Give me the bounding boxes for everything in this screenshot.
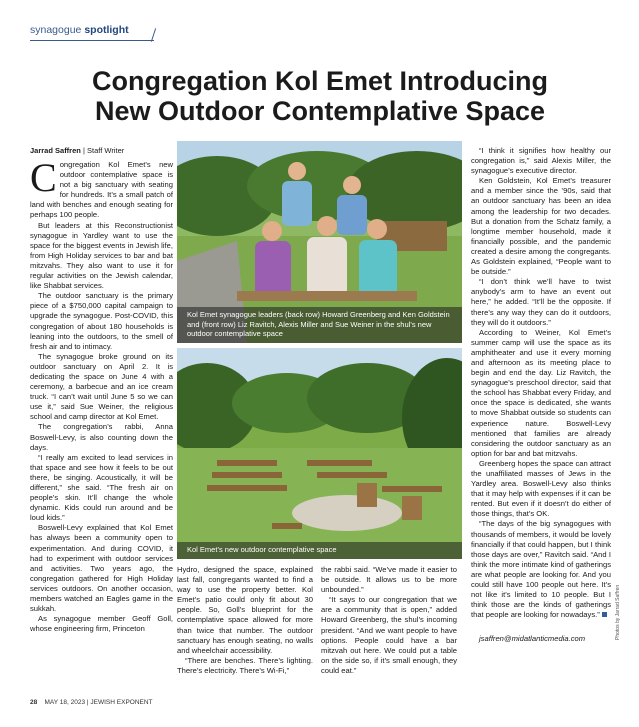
paragraph: “I don’t think we’ll have to twist anybody’s arm to have an event out here,” he added. “It’ll be the opposite. If there’s any way they can do it outdoors, they will do it outdoors.” xyxy=(471,277,611,327)
paragraph: “It says to our congregation that we are a community that is open,” added Howard Greenberg, the shul’s incoming president. “And we want people to have options. People could have a bar mitzvah out here. We could put a table on the side so, if it’s small enough, they could eat.” xyxy=(321,595,457,675)
footer-separator: | xyxy=(86,699,89,706)
article-column-1 xyxy=(30,155,173,634)
drop-cap: C xyxy=(30,155,57,200)
paragraph: Boswell-Levy explained that Kol Emet has always been a community open to experimentation. And during COVID, it had to experiment with outdoor services and activities. Two years ago, the congregation gathered for High Holiday services outdoors. On another occasion, members watched an Eagles game in the sukkah. xyxy=(30,523,173,614)
outdoor-space-photo xyxy=(177,348,462,559)
article-column-3 xyxy=(321,565,457,676)
paragraph: the rabbi said. “We’ve made it easier to be outside. It allows us to be more unbounded.” xyxy=(321,565,457,595)
issue-date: MAY 18, 2023 xyxy=(44,699,86,706)
section-bold: spotlight xyxy=(84,24,129,36)
article-column-2 xyxy=(177,565,313,676)
outdoor-space-photo-caption: Kol Emet’s new outdoor contemplative space xyxy=(177,542,462,559)
page-number: 28 xyxy=(30,699,38,706)
paragraph: Ken Goldstein, Kol Emet’s treasurer and a member since the ’90s, said that an outdoor sanctuary has been an idea among the leadership for two decades. But a donation from the Schatz family, a longtime member household, made it financially possible, and the pandemic created a desire among the congregants. As Goldstein explained, “People want to be outside.” xyxy=(471,176,611,277)
headline-line-1: Congregation Kol Emet Introducing xyxy=(92,66,548,96)
end-mark-icon xyxy=(602,612,607,617)
paragraph: “I think it signifies how healthy our congregation is,” said Alexis Miller, the synagogue’s executive director. xyxy=(471,146,611,176)
paragraph: According to Weiner, Kol Emet’s summer camp will use the space as its amphitheater and use it every morning and afternoon as its meeting place to begin and end the day. Liz Ravitch, the synagogue’s preschool director, said that the school has Shabbat every Friday, and once the space is dedicated, she wants to move Shabbat outside so students can experience nature. Boswell-Levy mentioned that families are already considering the outdoor sanctuary as an option for bar and bat mitzvahs. xyxy=(471,327,611,458)
leaders-photo xyxy=(177,141,462,343)
paragraph: As synagogue member Geoff Goll, whose engineering firm, Princeton xyxy=(30,614,173,634)
article-column-4 xyxy=(471,146,611,645)
paragraph: But leaders at this Reconstructionist synagogue in Yardley want to use the space for the biggest events in Jewish life, from High Holiday services to bar and bat mitzvahs. They also want to use it for regular activities on the Jewish calendar, like Shabbat services. xyxy=(30,220,173,291)
outdoor-space-photo-image xyxy=(177,348,462,559)
byline-author: Jarrad Saffren xyxy=(30,146,81,155)
byline: Jarrad Saffren | Staff Writer xyxy=(30,146,125,155)
paragraph: Hydro, designed the space, explained last fall, congregants wanted to find a way to use the property better. Kol Emet’s patio could only fit about 30 people. So, Goll’s blueprint for the contemplative space allowed for more than twice that number. The outdoor sanctuary has enough seating, no walls and wheelchair accessibility. xyxy=(177,565,313,655)
headline xyxy=(20,66,620,126)
publication-name: JEWISH EXPONENT xyxy=(90,699,153,706)
page-footer xyxy=(30,699,153,706)
paragraph: Congregation Kol Emet’s new outdoor contemplative space is not a big sanctuary with seating for hundreds. It’s a small patch of land with benches and enough seating for perhaps 100 people. xyxy=(30,155,173,220)
paragraph: “There are benches. There’s lighting. There’s electricity. There’s Wi-Fi,” xyxy=(177,655,313,675)
section-header xyxy=(30,24,129,36)
paragraph: “The days of the big synagogues with thousands of members, it would be lovely financially if that could happen, but I think those days are over,” Ravitch said. “And I think the more intimate kind of gatherings are what people are looking for. And you could still have 100 people out here. It’s not like it’s limited to 10 people. But I think those are the kinds of gatherings that people are looking for nowadays.” xyxy=(471,519,611,620)
byline-role: Staff Writer xyxy=(87,146,125,155)
author-email[interactable]: jsaffren@midatlanticmedia.com xyxy=(479,634,586,644)
section-underline xyxy=(30,40,154,41)
paragraph: The outdoor sanctuary is the primary piece of a $750,000 capital campaign to upgrade the synagogue. Post-COVID, this congregation of about 180 households is leaning into the outdoors, to the smell of fresh air and to intimacy. xyxy=(30,291,173,351)
paragraph: “I really am excited to lead services in that space and see how it feels to be out there, be singing. Acoustically, it will be different,” she said. “The fresh air on people’s skin. It’ll change the whole dynamic. Kids could run around and be loud kids.” xyxy=(30,452,173,523)
paragraph: Greenberg hopes the space can attract the unaffiliated masses of Jews in the Yardley area. Boswell-Levy also thinks that it may help with expenses if it can be rented. But even if it doesn’t do either of those things, that’s OK. xyxy=(471,458,611,519)
headline-line-2: New Outdoor Contemplative Space xyxy=(94,96,546,126)
leaders-photo-caption: Kol Emet synagogue leaders (back row) Howard Greenberg and Ken Goldstein and (front row) Liz Ravitch, Alexis Miller and Sue Weiner in the shul’s new outdoor contemplative space xyxy=(177,307,462,343)
section-prefix: synagogue xyxy=(30,24,82,36)
paragraph: The synagogue broke ground on its outdoor sanctuary on April 2. It is dedicating the space on June 4 with a ceremony, a barbecue and an ice cream truck. “I can’t wait until June 5 so we can use it,” said Sue Weiner, the religious school and camp director at Kol Emet. xyxy=(30,351,173,422)
photo-credit: Photos by Jarrad Saffren xyxy=(615,584,621,640)
paragraph: The congregation’s rabbi, Anna Boswell-Levy, is also counting down the days. xyxy=(30,422,173,452)
